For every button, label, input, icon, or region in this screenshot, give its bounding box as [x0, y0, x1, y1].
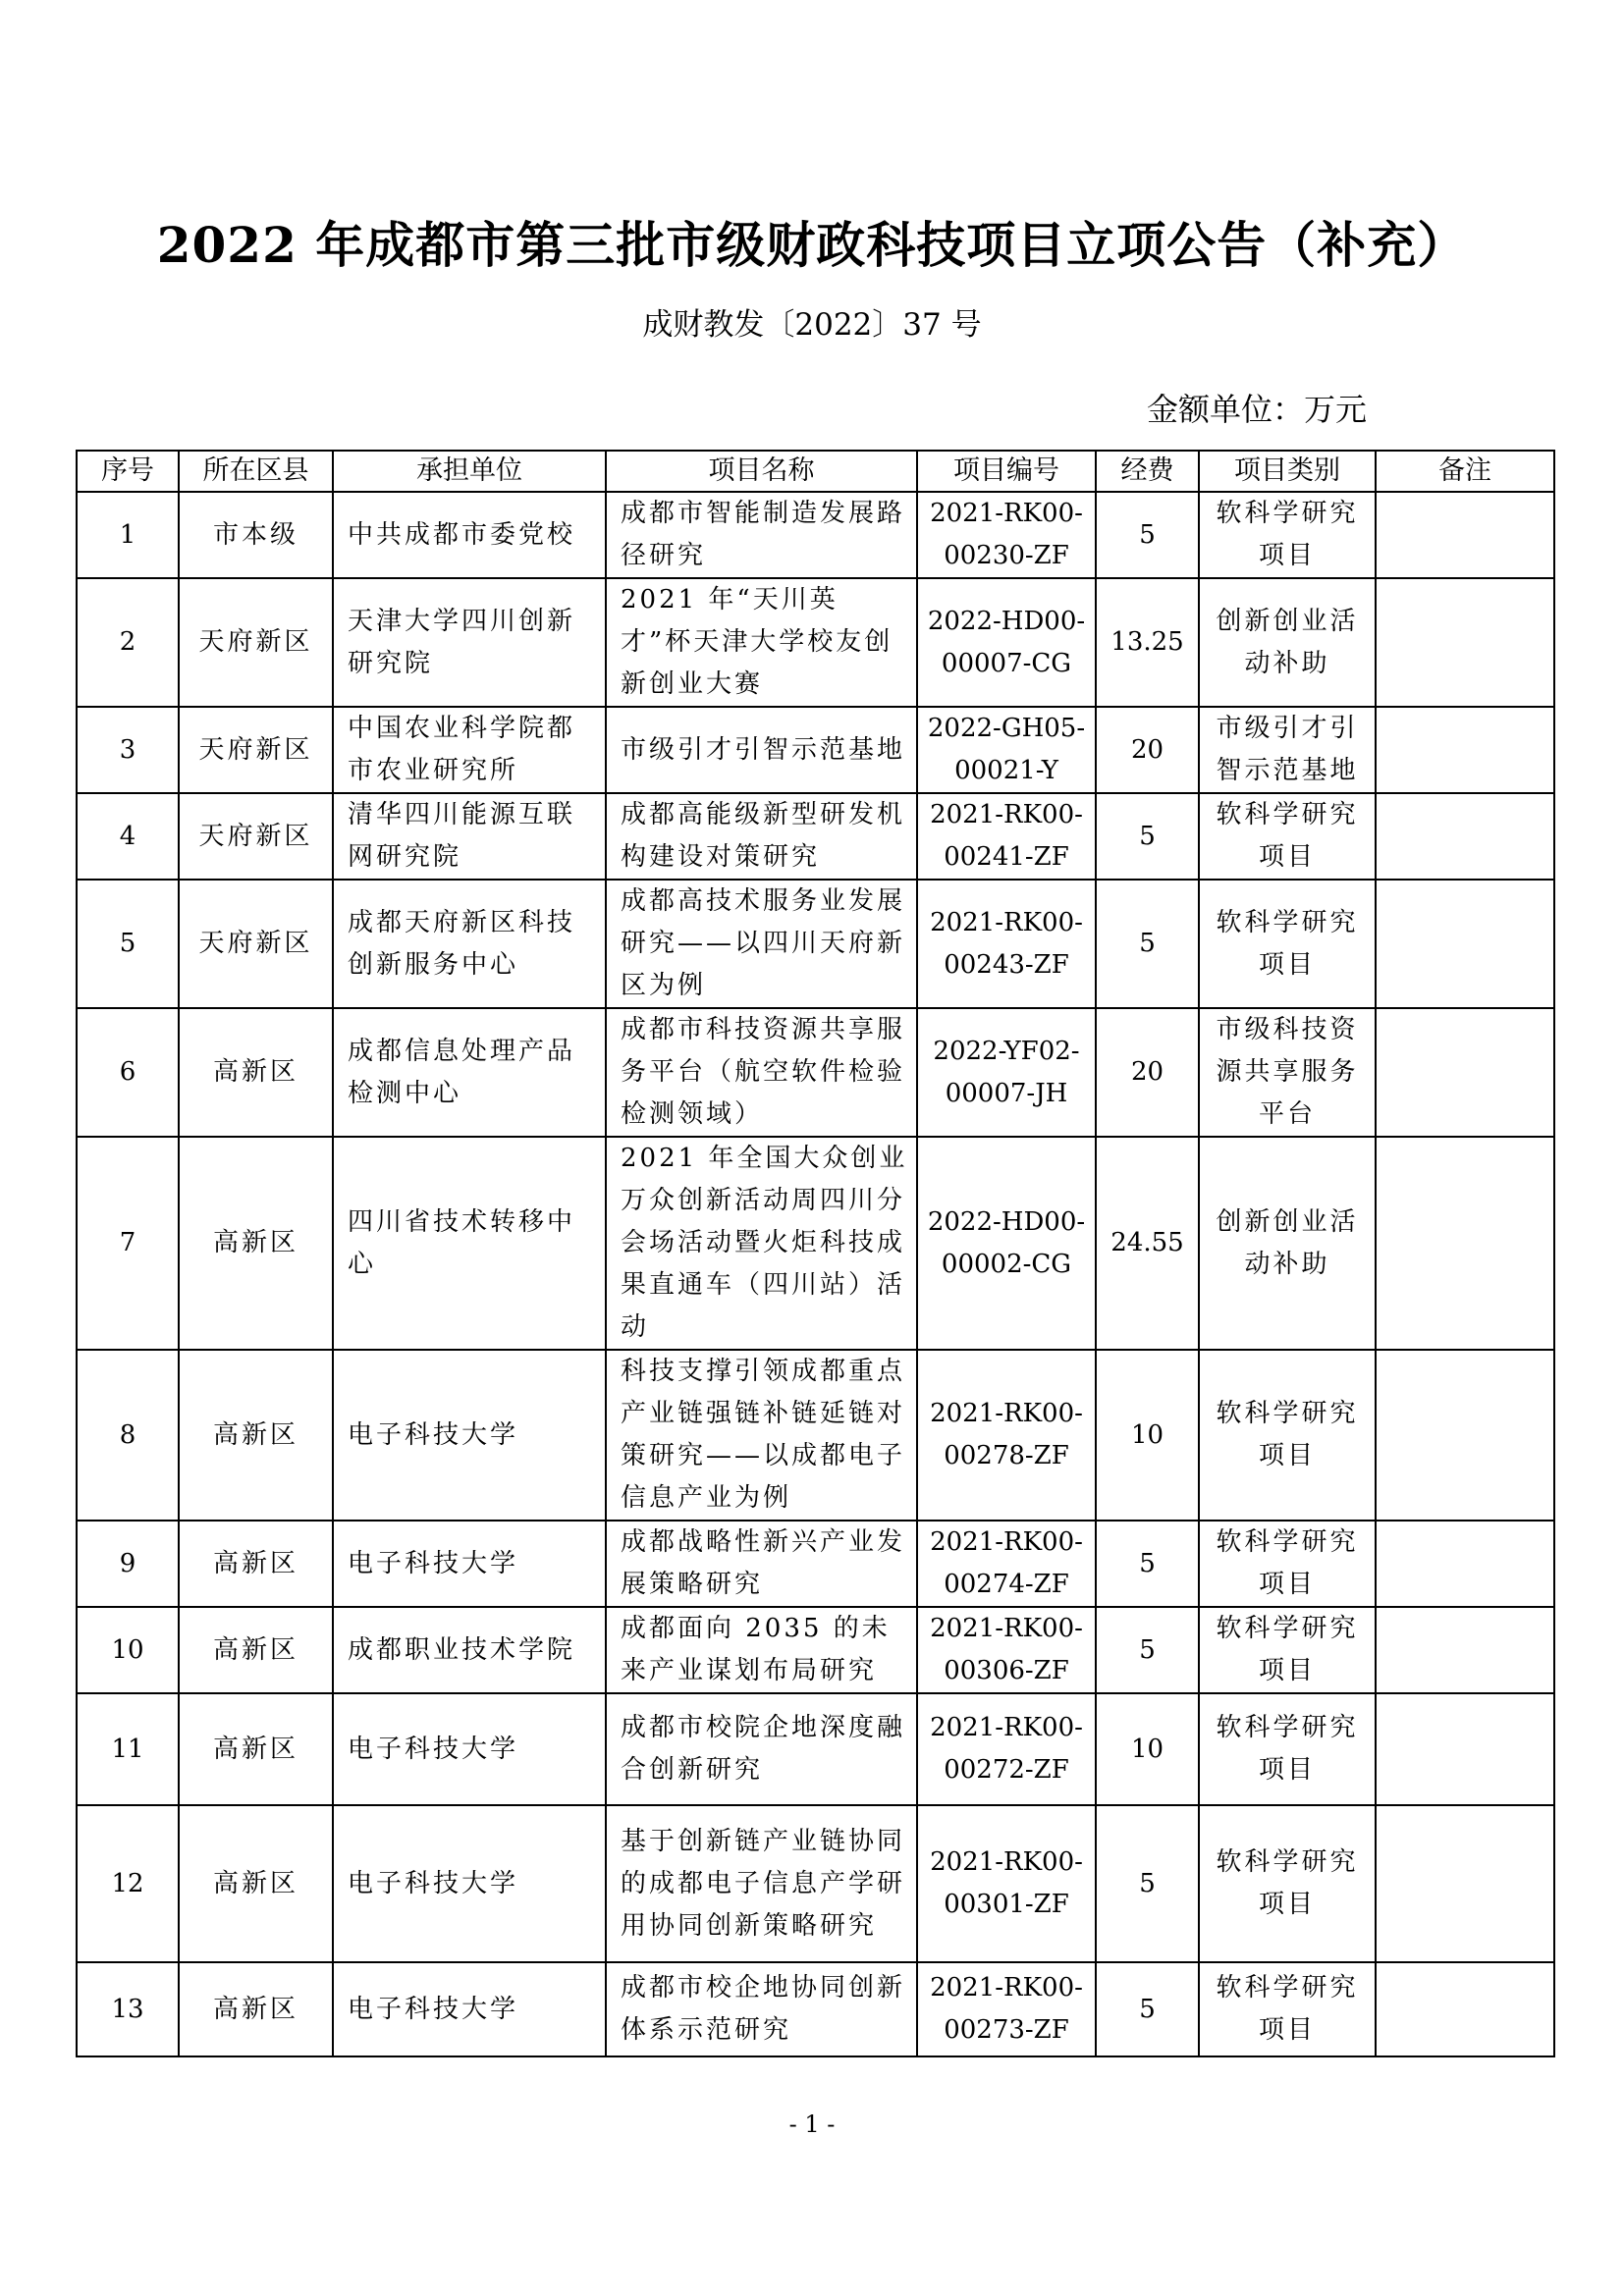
cell-district: 高新区: [179, 1693, 333, 1805]
table-row: [77, 492, 1554, 578]
cell-category: 软科学研究项目: [1199, 1693, 1376, 1805]
cell-code: 2021-RK00-00272-ZF: [917, 1693, 1096, 1805]
cell-unit: 电子科技大学: [333, 1521, 606, 1607]
cell-name: 成都面向 2035 的未来产业谋划布局研究: [606, 1607, 917, 1693]
cell-district: 天府新区: [179, 793, 333, 880]
cell-unit: 天津大学四川创新研究院: [333, 578, 606, 707]
cell-category: 创新创业活动补助: [1199, 578, 1376, 707]
cell-code: 2021-RK00-00241-ZF: [917, 793, 1096, 880]
cell-category: 软科学研究项目: [1199, 793, 1376, 880]
document-number: 成财教发〔2022〕37 号: [642, 307, 982, 343]
cell-note: [1376, 880, 1554, 1008]
cell-name: 市级引才引智示范基地: [606, 707, 917, 793]
cell-unit: 中国农业科学院都市农业研究所: [333, 707, 606, 793]
column-header-category: 项目类别: [1199, 451, 1376, 492]
cell-category: 软科学研究项目: [1199, 1607, 1376, 1693]
cell-note: [1376, 1805, 1554, 1962]
cell-district: 高新区: [179, 1607, 333, 1693]
cell-code: 2022-YF02-00007-JH: [917, 1008, 1096, 1137]
table-row: [77, 1607, 1554, 1693]
cell-name: 科技支撑引领成都重点产业链强链补链延链对策研究——以成都电子信息产业为例: [606, 1350, 917, 1521]
cell-unit: 成都信息处理产品检测中心: [333, 1008, 606, 1137]
cell-note: [1376, 1137, 1554, 1350]
cell-name: 成都市科技资源共享服务平台（航空软件检验检测领域）: [606, 1008, 917, 1137]
cell-fund: 10: [1096, 1693, 1199, 1805]
cell-district: 高新区: [179, 1008, 333, 1137]
cell-note: [1376, 1693, 1554, 1805]
cell-no: 8: [77, 1350, 179, 1521]
cell-district: 天府新区: [179, 880, 333, 1008]
column-header-fund: 经费: [1096, 451, 1199, 492]
cell-fund: 5: [1096, 492, 1199, 578]
column-header-no: 序号: [77, 451, 179, 492]
cell-unit: 中共成都市委党校: [333, 492, 606, 578]
cell-district: 高新区: [179, 1962, 333, 2056]
cell-code: 2022-HD00-00002-CG: [917, 1137, 1096, 1350]
cell-code: 2021-RK00-00243-ZF: [917, 880, 1096, 1008]
cell-unit: 成都天府新区科技创新服务中心: [333, 880, 606, 1008]
cell-code: 2021-RK00-00230-ZF: [917, 492, 1096, 578]
cell-fund: 5: [1096, 1521, 1199, 1607]
cell-unit: 清华四川能源互联网研究院: [333, 793, 606, 880]
table-row: [77, 793, 1554, 880]
cell-note: [1376, 1962, 1554, 2056]
cell-no: 5: [77, 880, 179, 1008]
cell-code: 2021-RK00-00274-ZF: [917, 1521, 1096, 1607]
cell-note: [1376, 1607, 1554, 1693]
cell-code: 2022-HD00-00007-CG: [917, 578, 1096, 707]
cell-fund: 20: [1096, 707, 1199, 793]
table-row: [77, 1693, 1554, 1805]
cell-district: 市本级: [179, 492, 333, 578]
cell-unit: 四川省技术转移中心: [333, 1137, 606, 1350]
cell-code: 2021-RK00-00301-ZF: [917, 1805, 1096, 1962]
cell-category: 市级科技资源共享服务平台: [1199, 1008, 1376, 1137]
cell-unit: 电子科技大学: [333, 1805, 606, 1962]
cell-category: 软科学研究项目: [1199, 880, 1376, 1008]
cell-name: 成都市智能制造发展路径研究: [606, 492, 917, 578]
cell-name: 2021 年全国大众创业万众创新活动周四川分会场活动暨火炬科技成果直通车（四川站）活动: [606, 1137, 917, 1350]
table-row: [77, 1805, 1554, 1962]
cell-fund: 13.25: [1096, 578, 1199, 707]
table-header-row: [77, 451, 1554, 492]
cell-no: 9: [77, 1521, 179, 1607]
table-row: [77, 707, 1554, 793]
table-row: [77, 1008, 1554, 1137]
cell-category: 软科学研究项目: [1199, 492, 1376, 578]
cell-name: 成都战略性新兴产业发展策略研究: [606, 1521, 917, 1607]
cell-code: 2021-RK00-00273-ZF: [917, 1962, 1096, 2056]
table-row: [77, 1137, 1554, 1350]
cell-fund: 5: [1096, 793, 1199, 880]
cell-note: [1376, 578, 1554, 707]
cell-district: 天府新区: [179, 578, 333, 707]
column-header-district: 所在区县: [179, 451, 333, 492]
cell-fund: 5: [1096, 880, 1199, 1008]
cell-name: 成都市校企地协同创新体系示范研究: [606, 1962, 917, 2056]
cell-note: [1376, 793, 1554, 880]
cell-note: [1376, 492, 1554, 578]
cell-unit: 成都职业技术学院: [333, 1607, 606, 1693]
cell-code: 2022-GH05-00021-Y: [917, 707, 1096, 793]
table-row: [77, 1521, 1554, 1607]
cell-district: 高新区: [179, 1350, 333, 1521]
cell-fund: 5: [1096, 1607, 1199, 1693]
column-header-note: 备注: [1376, 451, 1554, 492]
cell-district: 高新区: [179, 1805, 333, 1962]
cell-unit: 电子科技大学: [333, 1962, 606, 2056]
cell-district: 天府新区: [179, 707, 333, 793]
cell-no: 1: [77, 492, 179, 578]
page-number: - 1 -: [788, 2110, 836, 2138]
page-title: 2022 年成都市第三批市级财政科技项目立项公告（补充）: [156, 216, 1468, 274]
cell-name: 成都高技术服务业发展研究——以四川天府新区为例: [606, 880, 917, 1008]
column-header-code: 项目编号: [917, 451, 1096, 492]
cell-no: 12: [77, 1805, 179, 1962]
cell-fund: 5: [1096, 1962, 1199, 2056]
cell-no: 6: [77, 1008, 179, 1137]
cell-no: 4: [77, 793, 179, 880]
project-table: [76, 450, 1555, 2057]
cell-fund: 10: [1096, 1350, 1199, 1521]
cell-note: [1376, 1008, 1554, 1137]
cell-no: 2: [77, 578, 179, 707]
table-row: [77, 880, 1554, 1008]
cell-category: 软科学研究项目: [1199, 1350, 1376, 1521]
cell-name: 成都高能级新型研发机构建设对策研究: [606, 793, 917, 880]
table-row: [77, 1962, 1554, 2056]
cell-category: 市级引才引智示范基地: [1199, 707, 1376, 793]
cell-district: 高新区: [179, 1521, 333, 1607]
cell-no: 13: [77, 1962, 179, 2056]
cell-name: 2021 年“天川英才”杯天津大学校友创新创业大赛: [606, 578, 917, 707]
cell-unit: 电子科技大学: [333, 1350, 606, 1521]
cell-note: [1376, 1350, 1554, 1521]
amount-unit: 金额单位：万元: [1146, 391, 1367, 428]
cell-no: 7: [77, 1137, 179, 1350]
cell-name: 成都市校院企地深度融合创新研究: [606, 1693, 917, 1805]
cell-no: 3: [77, 707, 179, 793]
column-header-unit: 承担单位: [333, 451, 606, 492]
cell-category: 软科学研究项目: [1199, 1521, 1376, 1607]
cell-code: 2021-RK00-00278-ZF: [917, 1350, 1096, 1521]
cell-no: 11: [77, 1693, 179, 1805]
cell-no: 10: [77, 1607, 179, 1693]
cell-fund: 24.55: [1096, 1137, 1199, 1350]
cell-code: 2021-RK00-00306-ZF: [917, 1607, 1096, 1693]
table-row: [77, 578, 1554, 707]
cell-category: 创新创业活动补助: [1199, 1137, 1376, 1350]
cell-unit: 电子科技大学: [333, 1693, 606, 1805]
cell-fund: 5: [1096, 1805, 1199, 1962]
cell-category: 软科学研究项目: [1199, 1805, 1376, 1962]
cell-note: [1376, 1521, 1554, 1607]
cell-fund: 20: [1096, 1008, 1199, 1137]
cell-name: 基于创新链产业链协同的成都电子信息产学研用协同创新策略研究: [606, 1805, 917, 1962]
cell-district: 高新区: [179, 1137, 333, 1350]
column-header-name: 项目名称: [606, 451, 917, 492]
table-row: [77, 1350, 1554, 1521]
cell-category: 软科学研究项目: [1199, 1962, 1376, 2056]
cell-note: [1376, 707, 1554, 793]
